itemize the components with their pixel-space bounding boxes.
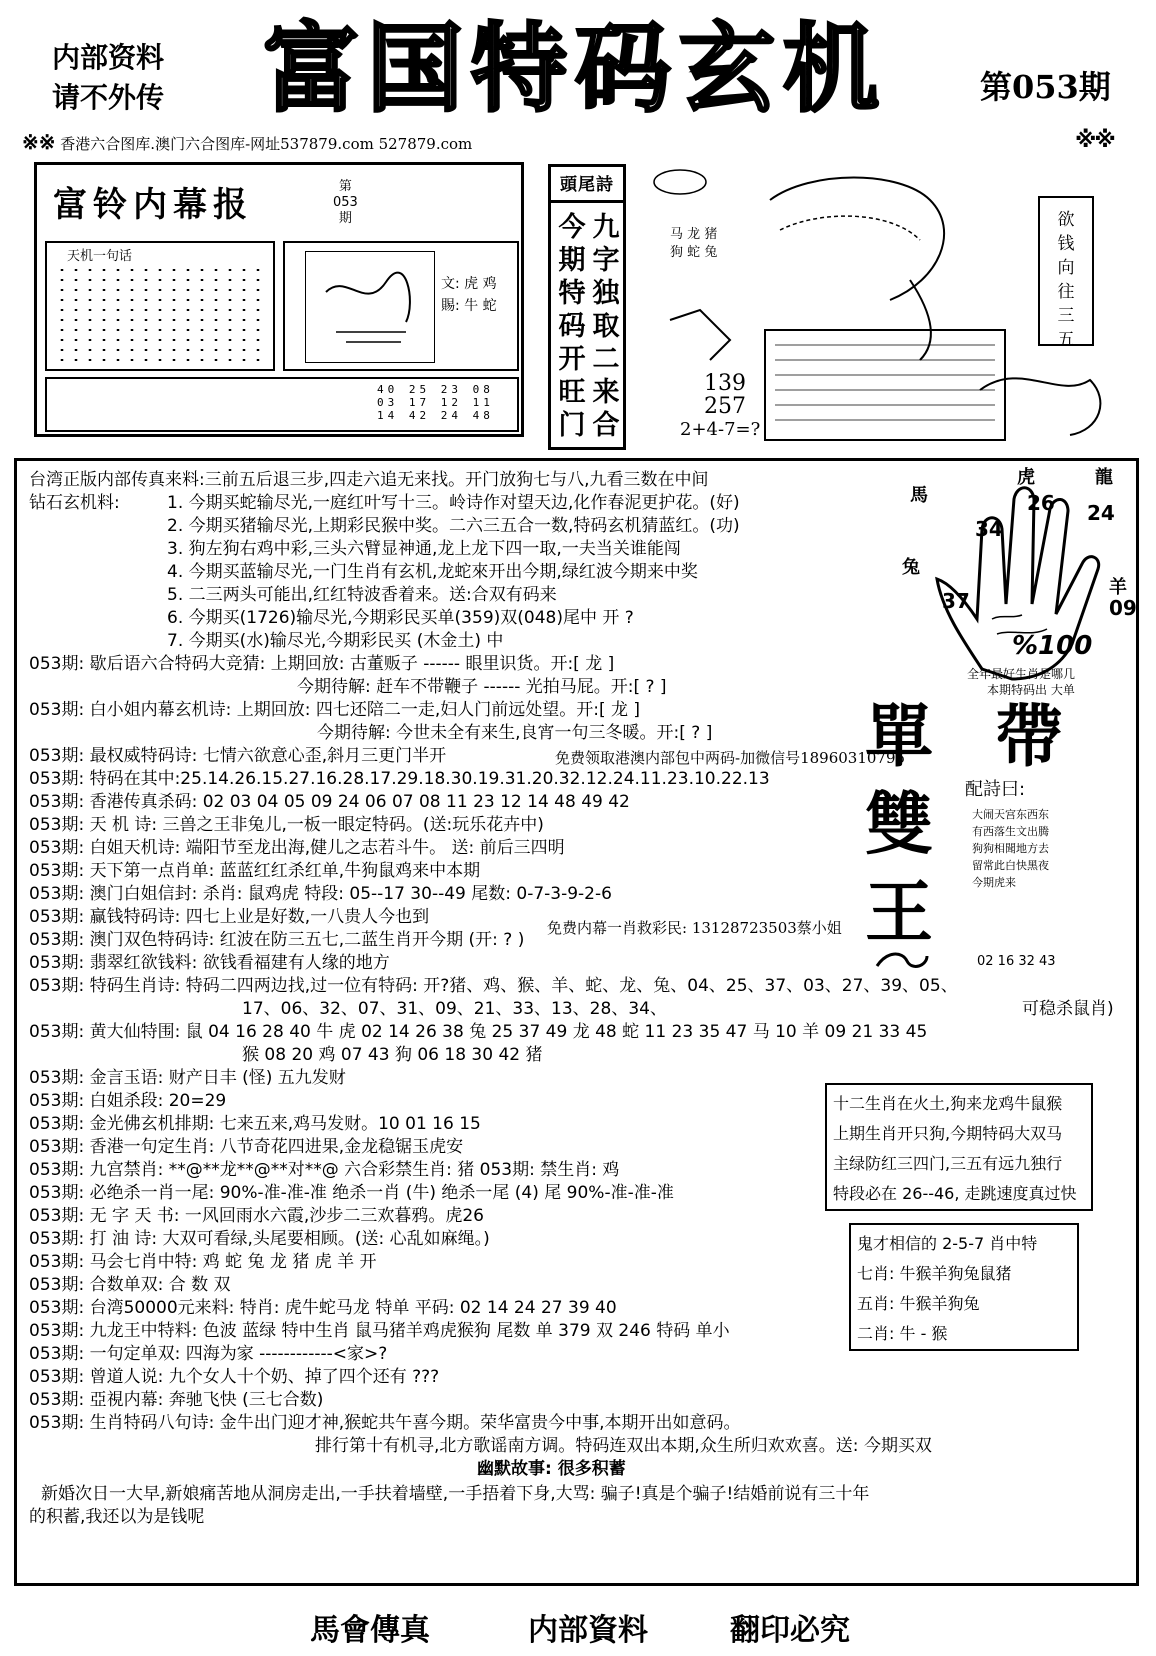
big-char-double: 雙: [865, 785, 934, 865]
win-poem: 053期: 赢钱特码诗: 四七上业是好数,一八贵人今也到: [29, 907, 430, 927]
issue-l3: 期: [338, 211, 352, 226]
diamond-3: 3. 狗左狗右鸡中彩,三头六臂显神通,龙上龙下四一取,一夫当关谁能闯: [167, 539, 681, 559]
hand-horse: 馬: [910, 485, 928, 506]
main-frame: [14, 458, 1139, 1586]
diamond-7: 7. 今期买(水)输尽光,今期彩民买 (木金土) 中: [167, 631, 504, 651]
poem-line: 大闹天宫东西东: [972, 808, 1049, 821]
hand-dragon: 龍: [1095, 467, 1113, 488]
must-kill: 053期: 必绝杀一肖一尾: 90%-准-准-准 绝杀一肖 (牛) 绝杀一尾 (4) 尾 90%-准-准-准: [29, 1183, 674, 1203]
riddle-prev: 053期: 歇后语六合特码大竞猜: 上期回放: 古董贩子 ------ 眼里识货。开:[ 龙 ]: [29, 654, 615, 674]
hand-37: 37: [942, 589, 970, 613]
hand-26: 26: [1027, 491, 1055, 515]
humor-line-2: 的积蓄,我还以为是钱呢: [29, 1507, 205, 1527]
hand-percent: %100: [1012, 631, 1093, 661]
ad-wechat: 免费领取港澳内部包中两码-加微信号18960310795: [555, 749, 906, 767]
golden-words: 053期: 金言玉语: 财产日丰 (怪) 五九发财: [29, 1068, 346, 1088]
poem-line: 今期虎来: [972, 876, 1016, 889]
zodiac-poem-cont: 17、06、32、07、31、09、21、33、13、28、34、: [242, 999, 667, 1019]
humor-line-1: 新婚次日一大早,新娘痛苦地从洞房走出,一手扶着墙壁,一手捂着下身,大骂: 骗子!真是个骗子!结婚前说有三十年: [41, 1484, 870, 1504]
num-row: 40 25 23 08: [377, 383, 494, 396]
bai-heaven-poem: 053期: 白姐天机诗: 端阳节至龙出海,健儿之志若斗牛。 送: 前后三四明: [29, 838, 565, 858]
diamond-5: 5. 二三两头可能出,红红特波香着来。送:合双有码来: [167, 585, 557, 605]
newspaper-right-box: [283, 241, 519, 371]
taoist-says: 053期: 曾道人说: 九个女人十个奶、掉了四个还有 ???: [29, 1367, 440, 1387]
diamond-1: 1. 今期买蛇输尽光,一庭红叶写十三。岭诗作对望天边,化作春泥更护花。(好): [167, 493, 740, 513]
site-text: 香港六合图库.澳门六合图库-网址537879.com 527879.com: [60, 135, 473, 153]
poem-line: 狗狗相聞地方去: [972, 842, 1049, 855]
hk-one-sentence: 053期: 香港一句定生肖: 八节奇花四进果,金龙稳锯玉虎安: [29, 1137, 464, 1157]
swirl-icon: [872, 946, 932, 976]
notice-line-2: 请不外传: [52, 81, 165, 114]
nine-palace: 053期: 九宫禁肖: **@**龙**@**对**@ 六合彩禁生肖: 猪 053期: 禁生肖: 鸡: [29, 1160, 620, 1180]
footer-fax: 馬會傳真: [310, 1613, 430, 1648]
heaven-poem: 053期: 天 机 诗: 三兽之王非兔儿,一板一眼定特码。(送:玩乐花卉中): [29, 815, 544, 835]
issue-number: 第053期: [980, 68, 1111, 106]
hk-kill-codes: 053期: 香港传真杀码: 02 03 04 05 09 24 06 07 08 11 23 12 14 48 49 42: [29, 792, 630, 812]
zodiac-dog: 狗: [670, 245, 684, 260]
issue-l2: 053: [333, 195, 358, 210]
hand-09: 09: [1109, 596, 1137, 620]
box2-line: 五肖: 牛猴羊狗兔: [857, 1294, 980, 1313]
num-row: 03 17 12 11: [377, 396, 494, 409]
hand-note-2: 本期特码出 大单: [987, 683, 1075, 697]
big-char-single: 單: [865, 697, 934, 777]
taiwan-tip: 053期: 台湾50000元来料: 特肖: 虎牛蛇马龙 特单 平码: 02 14 24 27 39 40: [29, 1298, 617, 1318]
grid-title: 天机一句话: [67, 249, 133, 264]
doggerel: 053期: 打 油 诗: 大双可看绿,头尾要相顾。(送: 心乱如麻绳。): [29, 1229, 490, 1249]
poem-panel: [548, 164, 626, 450]
poem-lines: [972, 806, 1049, 891]
diamond-4: 4. 今期买蓝输尽光,一门生肖有玄机,龙蛇來开出今期,绿红波今期来中奖: [167, 562, 698, 582]
authority-poem: 053期: 最权威特码诗: 七情六欲意心歪,斜月三更门半开: [29, 746, 447, 766]
poem-col-right: 九字独取二来合: [592, 212, 620, 441]
wen-line: 文: 虎 鸡: [441, 276, 497, 292]
issue-l1: 第: [338, 179, 352, 194]
first-zodiac: 053期: 天下第一点肖单: 蓝蓝红红杀红单,牛狗鼠鸡来中本期: [29, 861, 481, 881]
bai-prev: 053期: 白小姐内幕玄机诗: 上期回放: 四七还陪二一走,妇人门前远处望。开:[ 龙 ]: [29, 700, 641, 720]
ci-line: 賜: 牛 蛇: [441, 298, 497, 314]
diamond-6: 6. 今期买(1726)输尽光,今期彩民买单(359)双(048)尾中 开 ?: [167, 608, 634, 628]
atv-inside: 053期: 亞視内幕: 奔驰飞快 (三七合数): [29, 1390, 324, 1410]
newspaper-title: 富铃内幕报: [53, 185, 253, 225]
zodiac-dragon: 龙: [687, 227, 701, 242]
wordless-book: 053期: 无 字 天 书: 一风回雨水六霞,沙步二三欢暮鸦。虎26: [29, 1206, 484, 1226]
footer-copyright: 翻印必究: [730, 1613, 850, 1648]
bai-now: 今期待解: 今世未全有来生,良宵一句三冬暖。开:[ ? ]: [317, 723, 713, 743]
one-sentence-oddeven: 053期: 一句定单双: 四海为家 ------------<家>?: [29, 1344, 388, 1364]
cartoon-panel: [640, 160, 1130, 450]
zodiac-rabbit: 兔: [704, 245, 718, 260]
notice-line-1: 内部资料: [52, 41, 165, 74]
buddha-schedule: 053期: 金光佛玄机排期: 七来五来,鸡马发财。10 01 16 15: [29, 1114, 481, 1134]
macau-envelope: 053期: 澳门白姐信封: 杀肖: 鼠鸡虎 特段: 05--17 30--49 尾数: 0-7-3-9-2-6: [29, 884, 612, 904]
zodiac-snake: 蛇: [687, 245, 701, 260]
wish-box: [1038, 196, 1094, 350]
jade-red: 053期: 翡翠红欲钱料: 欲钱看福建有人缘的地方: [29, 953, 390, 973]
bai-kill-segment: 053期: 白姐杀段: 20=29: [29, 1091, 227, 1111]
title-text: 富国特码玄机: [263, 12, 887, 125]
cartoon-num-1: 139: [704, 371, 746, 396]
newspaper-issue: [333, 179, 358, 227]
eight-line-poem-1: 053期: 生肖特码八句诗: 金牛出门迎才神,猴蛇共午喜今期。荣华富贵今中事,本期开出如意码。: [29, 1413, 741, 1433]
star-mark: ※※: [22, 130, 56, 154]
cartoon-numbers: [680, 372, 760, 441]
page-title: [215, 10, 935, 130]
zodiac-pig: 猪: [704, 227, 718, 242]
star-mark-right: ※※: [1075, 128, 1114, 153]
box2-line: 七肖: 牛猴羊狗兔鼠猪: [857, 1264, 1012, 1283]
box2-line: 二肖: 牛 - 猴: [857, 1324, 948, 1343]
box1-line: 十二生肖在火土,狗来龙鸡牛鼠猴: [833, 1094, 1063, 1113]
seven-zodiac: 053期: 马会七肖中特: 鸡 蛇 兔 龙 猪 虎 羊 开: [29, 1252, 377, 1272]
number-grid: [45, 241, 275, 371]
humor-title: 幽默故事: 很多积蓄: [477, 1459, 626, 1479]
site-line: [22, 130, 472, 154]
special-numbers: 053期: 特码在其中:25.14.26.15.27.16.28.17.29.18.30.19.31.20.32.12.24.11.23.10.22.13: [29, 769, 770, 789]
box1-line: 特段必在 26--46, 走跳速度真过快: [833, 1184, 1077, 1203]
poem-head: 頭尾詩: [551, 167, 623, 203]
macau-color-poem: 053期: 澳门双色特码诗: 红波在防三五七,二蓝生肖开今期 (开: ? ): [29, 930, 525, 950]
diamond-label: 钻石玄机料:: [29, 493, 120, 513]
zodiac-fire-box: [825, 1083, 1093, 1211]
wen-ci: [441, 273, 497, 317]
line-fax: 台湾正版内部传真来料:三前五后退三步,四走六追无来找。开门放狗七与八,九看三数在中间: [29, 470, 709, 490]
zodiac-poem-end: 可稳杀鼠肖): [1022, 999, 1114, 1019]
cartoon-num-3: 2+4-7=?: [680, 419, 761, 440]
newspaper-panel: [34, 162, 524, 437]
wong-tai-sin-1: 053期: 黄大仙特围: 鼠 04 16 28 40 牛 虎 02 14 26 38 兔 25 37 49 龙 48 蛇 11 23 35 47 马 10 羊 09 21 33 45: [29, 1022, 928, 1042]
zodiac-poem: 053期: 特码生肖诗: 特码二四两边找,过一位有特码: 开?猪、鸡、猴、羊、蛇、龙、兔、04、25、37、03、27、39、05、: [29, 976, 958, 996]
wong-tai-sin-2: 猴 08 20 鸡 07 43 狗 06 18 30 42 猪: [242, 1045, 543, 1065]
kowloon-king: 053期: 九龙王中特料: 色波 蓝绿 特中生肖 鼠马猪羊鸡虎猴狗 尾数 单 379 双 246 特码 单小: [29, 1321, 730, 1341]
newspaper-numbers: [377, 383, 494, 422]
footer: [0, 1605, 1156, 1655]
poem-line: 有西落生文出腾: [972, 825, 1049, 838]
ad-phone: 免费内幕一肖救彩民: 13128723503蔡小姐: [547, 919, 842, 937]
wish-text: 欲钱向往三五: [1057, 210, 1075, 350]
odd-even: 053期: 合数单双: 合 数 双: [29, 1275, 231, 1295]
hand-rabbit: 兔: [902, 557, 920, 578]
poem-says: 配詩曰:: [965, 779, 1026, 800]
zodiac-horse: 马: [670, 227, 684, 242]
eight-line-poem-2: 排行第十有机寻,北方歌谣南方调。特码连双出本期,众生所归欢欢喜。送: 今期买双: [315, 1436, 932, 1456]
header-notice: [52, 38, 164, 118]
riddle-now: 今期待解: 赶车不带鞭子 ------ 光拍马屁。开:[ ? ]: [297, 677, 667, 697]
big-char-belt: 帶: [995, 697, 1064, 777]
scribble-box: [305, 251, 435, 363]
bottom-numbers: 02 16 32 43: [977, 954, 1056, 969]
hand-note-1: 全年最好生肖是哪几: [967, 667, 1076, 681]
scribble-art: [306, 252, 434, 362]
grid-dots: [55, 265, 265, 365]
box2-line: 鬼才相信的 2-5-7 肖中特: [857, 1234, 1038, 1253]
box1-line: 主绿防红三四门,三五有远九独行: [833, 1154, 1063, 1173]
num-row: 14 42 24 48: [377, 409, 494, 422]
cartoon-num-2: 257: [704, 394, 746, 419]
big-char-king: 王: [865, 873, 934, 953]
hand-tiger: 虎: [1017, 467, 1035, 488]
hand-24: 24: [1087, 501, 1115, 525]
poem-col-left: 今期特码开旺门: [558, 212, 586, 441]
box1-line: 上期生肖开只狗,今期特码大双马: [833, 1124, 1063, 1143]
genius-box: [849, 1223, 1079, 1351]
diamond-2: 2. 今期买猪输尽光,上期彩民猴中奖。二六三五合一数,特码玄机猜蓝红。(功): [167, 516, 740, 536]
hand-goat: 羊: [1109, 577, 1127, 598]
hand-34: 34: [975, 517, 1003, 541]
footer-internal: 内部資料: [528, 1613, 648, 1648]
zodiac-sketch-labels: [670, 226, 717, 262]
poem-line: 留常此白快黑夜: [972, 859, 1049, 872]
